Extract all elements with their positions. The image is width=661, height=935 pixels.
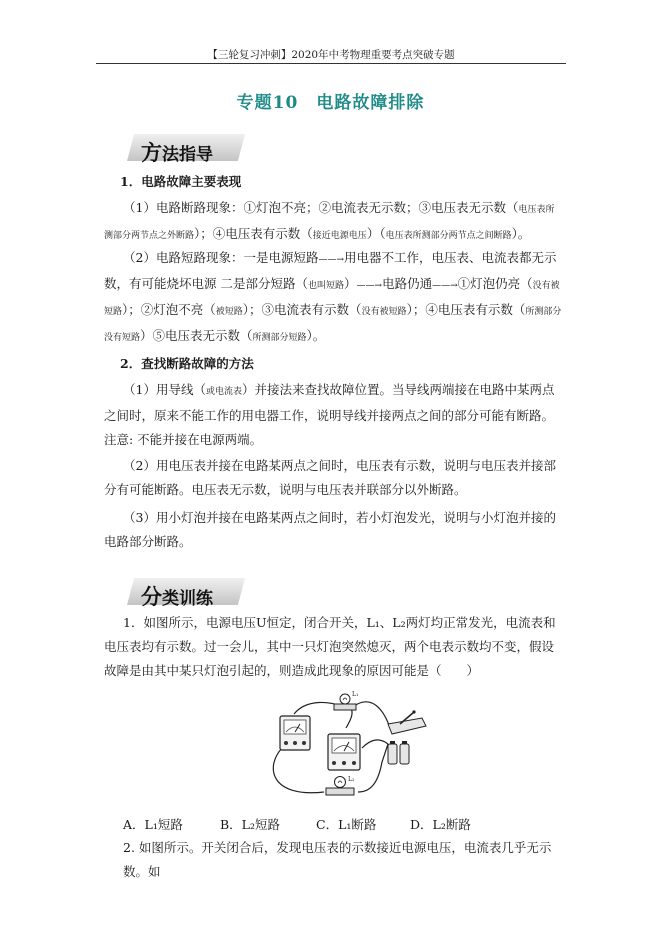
switch-icon [388,710,426,734]
page-title: 专题10 电路故障排除 [236,93,425,113]
paragraph-short-circuit [104,246,562,350]
note-run: 所测部分短路 [252,333,307,343]
text-run: ）；④电压表有示数（ [406,302,526,317]
note-run: 也叫短路 [307,281,344,291]
text-run: ）（ [366,226,386,241]
section-banner-practice [127,578,245,609]
note-run: 被短路 [215,307,243,317]
text-run: 用电器不工作，电压表、电流表都无示数，有可能烧坏电源 二是部分短路（ [104,250,557,291]
page-header: 【三轮复习冲刺】2020年中考物理重要考点突破专题 [207,49,455,61]
paragraph-open-circuit [104,196,562,248]
text-run: ）；③电流表有示数（ [242,302,362,317]
wire [358,744,388,792]
text-run: ）⑤电压表无示数（ [140,328,253,343]
banner-text [141,584,213,609]
text-run: ）。 [511,226,531,241]
text-run: ①灯泡仍亮（ [457,276,533,291]
circuit-diagram [262,688,432,806]
ammeter-icon [328,734,360,770]
text-run: ）；④电压表有示数（ [194,226,313,241]
wire [362,740,388,748]
battery-icon [388,741,409,764]
banner-label [141,137,213,167]
note-run: 没有被短路 [361,307,407,317]
paragraph-voltmeter-method: （2）用电压表并接在电路某两点之间时，电压表有示数，说明与电压表并接部分有可能断路。电压表无示数，说明与电压表并联部分以外断路。 [104,458,556,497]
label-l2: L₂ [348,776,355,783]
section-banner-method [127,134,245,165]
text-run: 电路仍通 [382,276,433,291]
text-run: ）；②灯泡不亮（ [122,302,216,317]
question-1-text: 1．如图所示，电源电压U恒定，闭合开关，L₁、L₂两灯均正常发光，电流表和电压表均有示数。过一会儿，其中一只灯泡突然熄灭，两个电表示数均不变，假设故障是由其中某只灯泡引起的，则造成此现象的原因可能是（ ） [104,615,556,678]
text-run: （1）电路断路现象：①灯泡不亮；②电流表无示数；③电压表无示数（ [123,200,519,215]
note-run: 没有被短路 [104,281,560,317]
banner-rest: 类训练 [162,589,213,609]
note-run: 所测部分没有短路 [104,307,562,343]
wire [294,702,340,714]
text-run: ）并接法来查找故障位置。当导线两端接在电路中某两点之间时，原来不能工作的用电器工作，说明导线并接两点之间的部分可能有断路。注意: 不能并接在电源两端。 [104,382,555,447]
note-run: 分两节点之外断路 [122,231,195,241]
text-run: ）。 [306,328,326,343]
wire [354,702,390,728]
banner-rest: 法指导 [162,145,213,165]
arrow-glyph: ——→ [318,255,345,265]
choice-b[interactable]: B．L₂短路 [220,817,280,832]
arrow-glyph: ——→ [356,281,383,291]
section-heading-2: 2．查找断路故障的方法 [120,356,254,371]
paragraph-wire-method [104,378,562,452]
note-run: 接近电源电压 [312,231,367,241]
banner-label [141,581,213,611]
voltmeter-icon [280,716,310,750]
arrow-glyph: ——→ [432,281,458,291]
note-run: 或电流表 [205,387,242,397]
text-run: （1）用导线（ [123,382,206,397]
choice-a[interactable]: A．L₁短路 [123,817,183,832]
wire [273,748,324,793]
note-run: 电压表所测部分两节点之间断路 [385,231,512,241]
text-run: （2）电路短路现象：一是电源短路 [123,250,319,265]
banner-first-char: 分 [141,584,162,609]
question-2-text: 2. 如图所示。开关闭合后，发现电压表的示数接近电源电压，电流表几乎无示数。如 [123,840,552,879]
text-run: ） [344,276,357,291]
label-l1: L₁ [352,691,359,698]
choice-d[interactable]: D．L₂断路 [410,817,471,832]
header-divider [96,63,566,64]
banner-text [141,140,213,165]
paragraph-lamp-method: （3）用小灯泡并接在电路某两点之间时，若小灯泡发光，说明与小灯泡并接的电路部分断路。 [104,510,556,549]
banner-first-char: 方 [141,140,162,165]
note-run: 电压表所测部 [104,205,555,241]
choice-c[interactable]: C．L₁断路 [316,817,377,832]
section-heading-1: 1．电路故障主要表现 [120,174,242,189]
